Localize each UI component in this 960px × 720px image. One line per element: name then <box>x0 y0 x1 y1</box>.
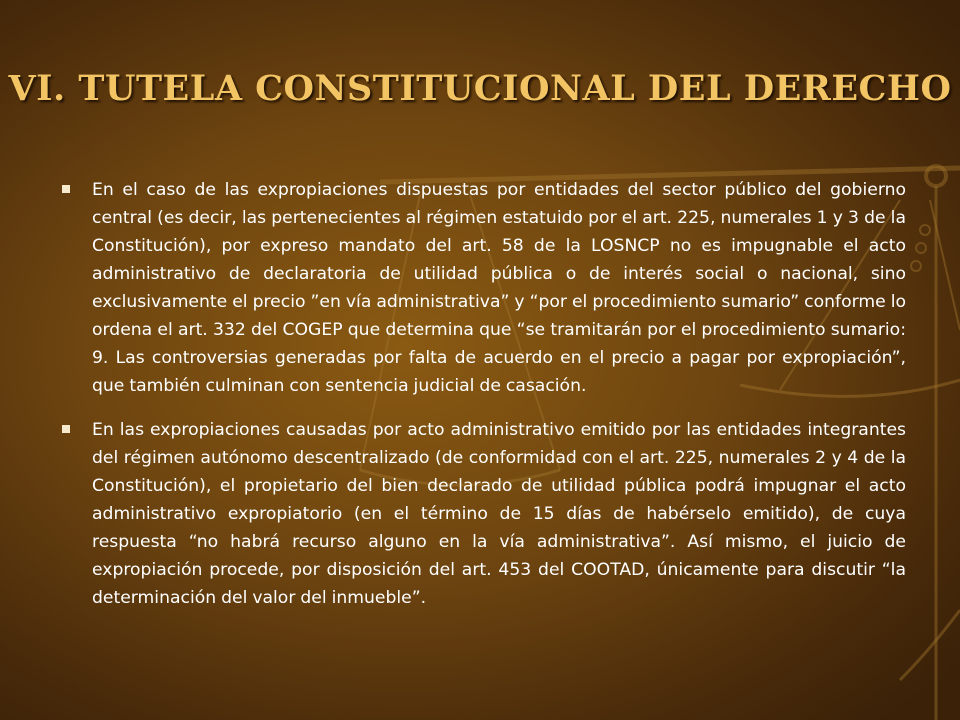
square-bullet-icon <box>62 425 70 433</box>
bullet-list <box>62 176 906 628</box>
square-bullet-icon <box>62 185 70 193</box>
bullet-text-2: En las expropiaciones causadas por acto administrativo emitido por las entidades integrantes del régimen autónomo descentralizado (de conformidad con el art. 225, numerales 2 y 4 de la Constitución), el propietario del bien declarado de utilidad pública podrá impugnar el acto administrativo expropiatorio (en el término de 15 días de habérselo emitido), de cuya respuesta “no habrá recurso alguno en la vía administrativa”. Así mismo, el juicio de expropiación procede, por disposición del art. 453 del COOTAD, únicamente para discutir “la determinación del valor del inmueble”. <box>92 420 906 608</box>
bullet-text-1: En el caso de las expropiaciones dispuestas por entidades del sector público del gobierno central (es decir, las pertenecientes al régimen estatuido por el art. 225, numerales 1 y 3 de la Constitución), por expreso mandato del art. 58 de la LOSNCP no es impugnable el acto administrativo de declaratoria de utilidad pública o de interés social o nacional, sino exclusivamente el precio ”en vía administrativa” y “por el procedimiento sumario” conforme lo ordena el art. 332 del COGEP que determina que “se tramitarán por el procedimiento sumario: 9. Las controversias generadas por falta de acuerdo en el precio a pagar por expropiación”, que también culminan con sentencia judicial de casación. <box>92 180 906 396</box>
bullet-item-1 <box>62 176 906 400</box>
bullet-item-2 <box>62 416 906 612</box>
slide-title: VI. TUTELA CONSTITUCIONAL DEL DERECHO <box>8 68 952 109</box>
